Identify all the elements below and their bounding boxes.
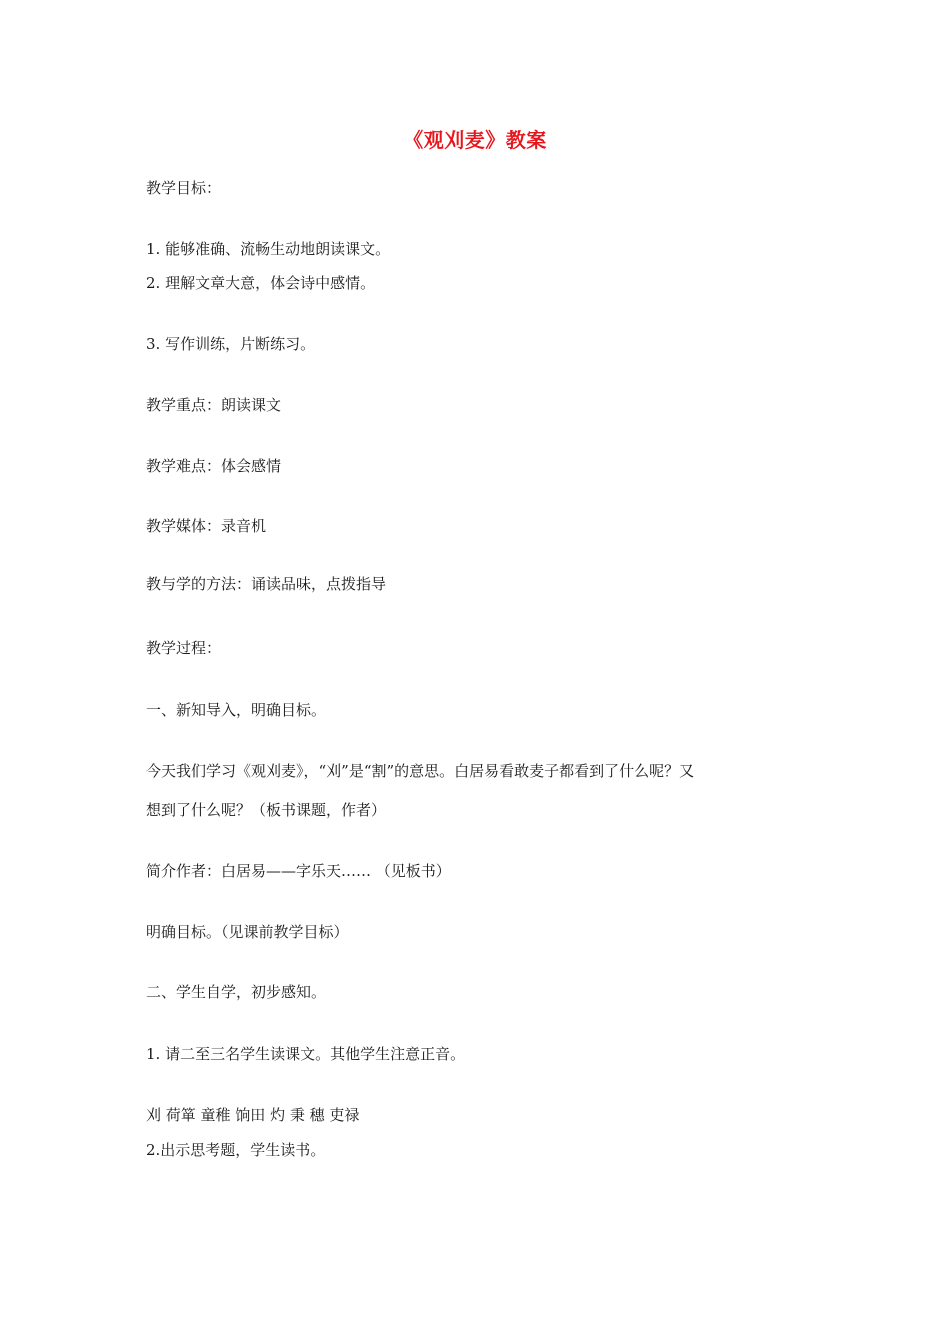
vocabulary-list: 刈 荷箪 童稚 饷田 灼 秉 穗 吏禄	[146, 1106, 360, 1124]
intro-paragraph-line-2: 想到了什么呢？（板书课题，作者）	[146, 801, 387, 819]
process-step-1-heading: 一、新知导入，明确目标。	[146, 701, 327, 719]
process-step-2-heading: 二、学生自学，初步感知。	[146, 983, 327, 1001]
clarify-objectives: 明确目标。（见课前教学目标）	[146, 923, 349, 941]
intro-paragraph-line-1: 今天我们学习《观刈麦》，“刈”是“割”的意思。白居易看敢麦子都看到了什么呢？又	[146, 762, 695, 780]
difficult-point: 教学难点：体会感情	[146, 457, 282, 475]
section-heading-process: 教学过程：	[146, 639, 222, 657]
reading-task: 1. 请二至三名学生读课文。其他学生注意正音。	[146, 1045, 466, 1063]
section-heading-objectives: 教学目标：	[146, 179, 222, 197]
objective-item-2: 2. 理解文章大意，体会诗中感情。	[146, 274, 376, 292]
objective-item-3: 3. 写作训练，片断练习。	[146, 335, 316, 353]
thinking-questions: 2.出示思考题，学生读书。	[146, 1141, 326, 1159]
key-point: 教学重点：朗读课文	[146, 396, 282, 414]
author-intro: 简介作者：白居易——字乐天…… （见板书）	[146, 862, 451, 880]
objective-item-1: 1. 能够准确、流畅生动地朗读课文。	[146, 240, 391, 258]
teaching-media: 教学媒体：录音机	[146, 517, 267, 535]
teaching-method: 教与学的方法：诵读品味，点拨指导	[146, 575, 387, 593]
document-title: 《观刈麦》教案	[403, 128, 547, 152]
